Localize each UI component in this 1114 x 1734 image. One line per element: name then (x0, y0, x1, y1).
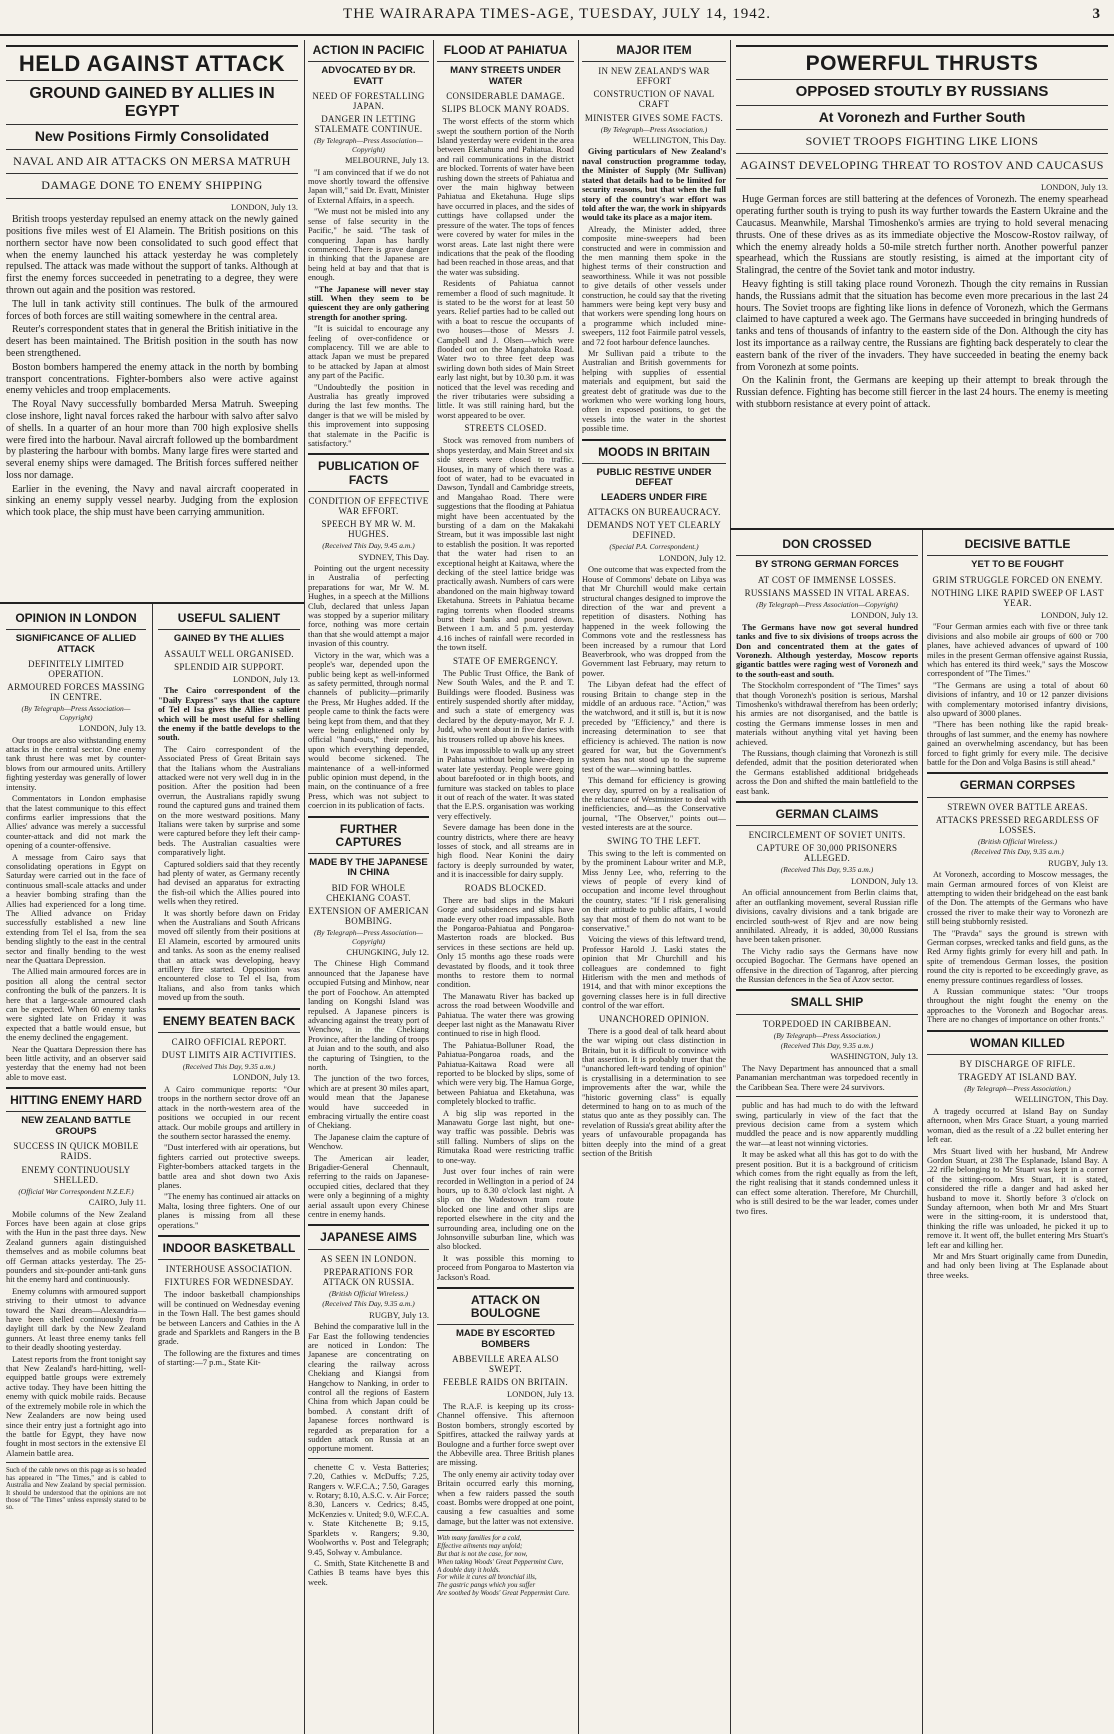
deck: CAIRO OFFICIAL REPORT. (171, 1036, 287, 1047)
credit: (By Telegraph—Press Association.) (773, 1030, 881, 1040)
divider (6, 629, 146, 630)
column-rule (152, 604, 153, 1734)
deck: STREWN OVER BATTLE AREAS. (947, 801, 1088, 812)
paragraph: The Chinese High Command announced that the Japanese have occupied Futsing and Minhow, near the port of Foochow. An attempted landing on Kongshi Island was repulsed. A Japanese pincers is advancing against the treaty port of Wenchow, in the Chekiang Province, after the landing of troops at Juian and to the south, and also the capturing of Tsingtien, to the north. (308, 959, 429, 1072)
dateline: LONDON, July 13. (850, 875, 918, 886)
paragraph: Severe damage has been done in the country districts, where there are heavy losses of stock, and all streams are in high flood. Near Konini the dairy factory is deeply surrounded by water, and it is inaccessible for dairy supply. (437, 823, 574, 880)
credit: (Official War Correspondent N.Z.E.F.) (18, 1186, 134, 1196)
paragraph: Earlier in the evening, the Navy and naval aircraft cooperated in sinking an enemy supply vessel nearby. Judging from the explosion which took place, the ship must have been carrying ammunition. (6, 483, 298, 519)
divider (6, 80, 298, 81)
dateline: WELLINGTON, This Day. (1014, 1094, 1108, 1105)
paragraph: Voicing the views of this leftward trend, Professor Harold J. Laski states the opinion that Mr Churchill and his colleagues are condemned to fight Hitlerism with the men and methods of 1914, and that with minor exceptions the governing classes here is in full directive control of the war effort. (582, 935, 726, 1011)
paragraph: The Stockholm correspondent of "The Times" says that though Voronezh's position is serious, Marshal Timoshenko's withdrawal therefrom has been orderly; his armies are not disorganised, and the battle is costing the Germans immense losses in men and materials without anything vital yet having been achieved. (736, 681, 918, 747)
deck: BY DISCHARGE OF RIFLE. (959, 1058, 1076, 1069)
divider (927, 797, 1108, 798)
divider (927, 1054, 1108, 1055)
deck: DAMAGE DONE TO ENEMY SHIPPING (41, 178, 263, 193)
footnote: Such of the cable news on this page as is so headed has appeared in "The Times," and is cabled to Australia and New Zealand by special permission. It should be understood that the opinions are not those of "The Times" unless expressly stated to be so. (6, 1467, 146, 1512)
divider (308, 816, 429, 818)
deck: CONSIDERABLE DAMAGE. (446, 91, 565, 102)
column-7-lower (927, 534, 1108, 1728)
divider (158, 1259, 300, 1260)
deck: DEMANDS NOT YET CLEARLY DEFINED. (586, 520, 722, 541)
column-rule (578, 40, 579, 1734)
divider (736, 555, 918, 556)
deck: TRAGEDY AT ISLAND BAY. (958, 1071, 1077, 1082)
paragraph: This swing to the left is commented on by the prominent Labour writer and M.P., Miss Jenny Lee, who, referring to the views of people of every kind of occupation and income level throughout the country, states: "If I risk generalising on their attitude to public affairs, I would say that most of them do not want to be conservative." (582, 848, 726, 934)
deck: NOTHING LIKE RAPID SWEEP OF LAST YEAR. (931, 587, 1104, 608)
paragraph: Just over four inches of rain were recorded in Wellington in a period of 24 hours, up to 8.30 o'clock last night. A slip on the Wadestown tram route blocked one line and other slips are reported elsewhere in the city and the surrounding area, including one on the Johnsonville suburban line, which was also blocked. (437, 1167, 574, 1252)
divider (437, 1287, 574, 1289)
column-rule (304, 40, 305, 1734)
headline: INDOOR BASKETBALL (162, 1241, 296, 1256)
paragraph: It was possible this morning to proceed from Pongaroa to Masterton via Jackson's Road. (437, 1253, 574, 1282)
divider (736, 45, 1108, 47)
paragraph: chenette C v. Vesta Batteries; 7.20, Cathies v. McDuffs; 7.25, Rangers v. W.F.C.A.; 7.50, Garages v. Rotary; 8.10, A.S.C. v. Air Force; 8.30, Lancers v. Cedrics; 8.45, McKenzies v. United; 9.0, W.F.C.A. v. State Kitchenette B; 9.15, Sparklets v. Rangers; 9.30, Woolworths v. Post and Telegraph; 9.45, Solway v. Ambulance. (308, 1462, 429, 1557)
paragraph: Victory in the war, which was a people's war, depended upon the public being kept as well-informed as safety permitted, through normal channels of publicity—primarily the Press, Mr Hughes added. If the people came to think the facts were being kept from them, and that they were being enlightened only by official "hand-outs," their morale, upon which everything depended, would become sickened. The maintenance of a well-informed public opinion must depend, in the main, on the continuance of a free Press, which was not subject to coercion in its publication of facts. (308, 650, 429, 811)
deck: DEFINITELY LIMITED OPERATION. (28, 659, 124, 680)
paragraph: The junction of the two forces, which are at present 30 miles apart, would mean that the Japanese would have succeeded in embracing virtually the entire coast of Chekiang. (308, 1074, 429, 1131)
deck: INTERHOUSE ASSOCIATION. (165, 1264, 293, 1275)
paragraph: "I am convinced that if we do not move shortly toward the offensive Japan will," said Dr. Evatt, Minister of External Affairs, in a speech. (308, 167, 429, 205)
received: (Received This Day, 9.35 a.m.) (780, 1041, 874, 1051)
paragraph: Latest reports from the front tonight say that New Zealand's hard-hitting, well-equipped battle groups were extremely active today. They have been hitting the enemy with quick mobile raids. Because of the extremely mobile role in which the New Zealanders are now being used since their entry just a fortnight ago into the battle for Egypt, they have now fought in most sectors in the extensive El Alamein battle area. (6, 1354, 146, 1458)
deck: ARMOURED FORCES MASSING IN CENTRE. (7, 682, 145, 703)
paragraph: A Cairo communique reports: "Our troops in the northern sector drove off an attack in the north-western area of the positions we occupied in our recent attack. Our mobile groups and artillery in the southern sector harassed the enemy. (158, 1084, 300, 1141)
paragraph: "Four German armies each with five or three tank divisions and also mobile air groups of 600 or 700 planes, have achieved advances of upward of 100 miles in the present German offensive against Russia, which has entered its third week," says the Moscow correspondent of "The Times." (927, 622, 1108, 679)
paragraph: One outcome that was expected from the House of Commons' debate on Libya was that Mr Churchill would make certain structural changes designed to improve the direction of the war and prevent a repetition of disasters. Nothing has happened in the week following the Commons vote and the restlessness has been increased by a rumour that Lord Beaverbrook, who was dropped from the Government last February, may return to power. (582, 565, 726, 678)
deck: CONSTRUCTION OF NAVAL CRAFT (593, 89, 715, 110)
ad-line: For while it cures all bronchial ills, (437, 1573, 537, 1582)
deck: ASSAULT WELL ORGANISED. (164, 648, 294, 659)
divider (736, 153, 1108, 154)
headline: JAPANESE AIMS (320, 1230, 417, 1245)
deck: RUSSIANS MASSED IN VITAL AREAS. (744, 587, 910, 598)
paragraph: The indoor basketball championships will be continued on Wednesday evening in the Town Hall. The best games should be between Lancers and Cathies in the A grade and Sparklets and Rangers in the B grade. (158, 1290, 300, 1347)
paragraph: On the Kalinin front, the Germans are keeping up their attempt to break through the Russian defence. Fighting has become still fiercer in the last 24 hours. The enemy is meeting with stubborn resistance at every point of attack. (736, 375, 1108, 410)
paragraph: The Manawatu River has backed up across the road between Woodville and Pahiatua. The water there was growing deeper last night as the Manawatu River continued to rise in high flood. (437, 991, 574, 1039)
deck: AT COST OF IMMENSE LOSSES. (757, 574, 897, 585)
paragraph: "It is suicidal to encourage any feeling of over-confidence or complacency. Till we are able to attack Japan we must be prepared to be attacked by Japan at almost any part of the Pacific. (308, 324, 429, 381)
deck: PREPARATIONS FOR ATTACK ON RUSSIA. (322, 1266, 415, 1287)
paragraph: The Russians, though claiming that Voronezh is still defended, admit that the position deteriorated when the Germans established additional bridgeheads across the Don and shifted the main battlefield to the east bank. (736, 748, 918, 796)
headline: POWERFUL THRUSTS (805, 52, 1039, 75)
divider (6, 1462, 146, 1463)
dateline: WELLINGTON, This Day. (632, 134, 726, 145)
divider (6, 173, 298, 174)
paragraph: Commentators in London emphasise that the latest communique to this effect confirms earlier impressions that the Allies' advance was merely a successful counter-attack and did not mark the opening of a counter-offensive. (6, 794, 146, 851)
credit: (British Official Wireless.) (977, 836, 1058, 846)
dateline: LONDON, July 13. (506, 1389, 574, 1400)
divider (158, 1032, 300, 1033)
deck: At Voronezh and Further South (818, 108, 1026, 125)
dateline: SYDNEY, This Day. (358, 551, 429, 562)
paragraph: Stock was removed from numbers of shops yesterday, and Main Street and six side streets were closed to traffic. Houses, in many of which there was a foot of water, had to be evacuated in Dawson, Tyndall and Cambridge streets, and Mangahao Road. There were suggestions that the flooding at Pahiatua might have been accentuated by the bursting of a dam on the Makakahi Stream, but it was impossible last night to establish the position. It was reported that the water had risen to an exceptional height at Kaitawa, where the decking of the steel lattice bridge was practically awash. Numbers of cars were abandoned on the main highway toward Eketahuna. Streets in Pahiatua became raging torrents when flooded streams burst their banks and poured down. Between 1 a.m. and 5 p.m. yesterday 4.16 inches of rainfall were recorded in the town itself. (437, 436, 574, 653)
credit: (Special P.A. Correspondent.) (609, 542, 699, 552)
deck: SPEECH BY MR W. M. HUGHES. (321, 518, 416, 540)
deck: BID FOR WHOLE CHEKIANG COAST. (326, 882, 411, 903)
divider (736, 105, 1108, 106)
ad-line: With many families for a cold, (437, 1534, 522, 1543)
paragraph: The Royal Navy successfully bombarded Mersa Matruh. Sweeping close inshore, light naval forces raked the harbour with salvo after salvo of shells. In a quarter of an hour more than 700 high explosive shells were fired into the harbour. Naval aircraft followed up the bombardment by plastering the harbour with bombs. Many large fires were started and several enemy ships were damaged. The British forces suffered neither loss nor damage. (6, 399, 298, 481)
paragraph: Near the Quattara Depression there has been little activity, and an observer said yesterday that the enemy had not been able to move east. (6, 1044, 146, 1082)
article-powerful-thrusts (736, 40, 1108, 520)
paragraph: The American air leader, Brigadier-General Chennault, referring to the raids on Japanese-occupied cities, declared that they were only a beginning of a mighty aerial assault upon every Chinese centre in enemy hands. (308, 1153, 429, 1220)
divider (927, 772, 1108, 774)
divider (308, 1224, 429, 1226)
paragraph: The Vichy radio says the Germans have now occupied Bogochar. The Germans have opened an offensive in the direction of Taganrog, after piercing the Russian defences in the Sea of Azov sector. (736, 946, 918, 984)
paragraph: The "Pravda" says the ground is strewn with German corpses, wrecked tanks and field guns, as the Red Army fights grimly for every hill and path. In spite of tremendous German losses, the position round the city is reported to be exceedingly grave, as enemy pressure continues regardless of losses. (927, 928, 1108, 985)
column-rule (922, 530, 923, 1734)
divider (736, 1096, 918, 1097)
headline: ATTACK ON BOULOGNE (470, 1292, 541, 1321)
column-1-lower (6, 608, 146, 1728)
credit: (By Telegraph—Press Association.) (600, 124, 708, 134)
paragraph: Mobile columns of the New Zealand Forces have been again at close grips with the Hun in the past three days. New Zealand gunners again distinguished themselves and as mobile columns beat off German attacks yesterday. The 25-pounders and six-pounder anti-tank guns hit the enemy hard and continuously. (6, 1209, 146, 1285)
divider (736, 801, 918, 803)
deck: ATTACKS PRESSED REGARDLESS OF LOSSES. (935, 814, 1100, 835)
headline: FLOOD AT PAHIATUA (443, 43, 568, 57)
paragraph: C. Smith, State Kitchenette B and Cathies B teams have byes this week. (308, 1558, 429, 1587)
divider (308, 853, 429, 854)
ad-line: But that is not the case, for now, (437, 1549, 528, 1558)
paragraph: At Voronezh, according to Moscow messages, the main German armoured forces of von Kleist are attempting to widen their bridgehead on the east bank of the Don. The attempts of the Germans who have crossed the river to make their way to Voronezh are still being stubbornly resisted. (927, 870, 1108, 927)
divider (6, 124, 298, 125)
paragraph: There is a good deal of talk heard about the war wiping out class distinction in Britain, but it is difficult to convince with that assertion. It is probably truer that the "unanchored left-ward tending of opinion" is crystallising in a determination to see improvements after the war, while the "historic governing class" is equally determined to hang on to as much of the status quo ante as they possibly can. The revelation of Russia's great ability after the years of unfavourable propaganda has bitten deeply into the mind of a great section of the British (582, 1026, 726, 1159)
deck: SOVIET TROOPS FIGHTING LIKE LIONS (805, 133, 1039, 148)
paragraph: Pointing out the urgent necessity in Australia of perfecting preparations for war, Mr W. M. Hughes, in a speech at the Millions Club, declared that unless Japan was stopped by a superior military force, nothing was more certain than that she would attempt a major invasion of this country. (308, 564, 429, 649)
deck: GAINED BY THE ALLIES (173, 633, 285, 645)
divider (582, 463, 726, 464)
deck: FEEBLE RAIDS ON BRITAIN. (443, 1377, 568, 1388)
deck: ADVOCATED BY DR. EVATT (321, 65, 416, 87)
divider (308, 1458, 429, 1459)
headline: FURTHER CAPTURES (335, 821, 402, 849)
deck: YET TO BE FOUGHT (971, 559, 1064, 571)
headline: USEFUL SALIENT (177, 611, 281, 625)
paragraph: Enemy columns with armoured support striving to their utmost to advance toward the Nazi dream—Alexandria—have been shelled continuously from daylight till dark by the New Zealand gunners. At least three enemy tanks fell to their deadly shooting yesterday. (6, 1286, 146, 1353)
paragraph: "There has been nothing like the rapid break-throughs of last summer, and the enemy has nowhere gained an overwhelming ascendancy, but has been forced to fight grimly for every mile. The decisive battle for the Don and Volga Basins is still ahead." (927, 720, 1108, 768)
subhead: UNANCHORED OPINION. (598, 1013, 710, 1024)
subhead: ROADS BLOCKED. (464, 882, 547, 893)
deck: SPLENDID AIR SUPPORT. (174, 661, 284, 672)
paragraph: "Undoubtedly the position in Australia has greatly improved during the last few months. The danger is that we will be misled by this improvement into supposing that stalemate in the Pacific is satisfactory." (308, 382, 429, 449)
paragraph: It may be asked what all this has got to do with the present position. But it is a background of criticism which comes from the right equally as from the left, the right realising that it stands condemned unless it can effect some alteration. Therefore, Mr Churchill, who is still desired to be the war leader, comes under two fires. (736, 1150, 918, 1216)
paragraph: "The Germans are using a total of about 60 divisions of infantry, and 10 or 12 panzer divisions with complementary motorised infantry divisions, also upward of 3000 planes. (927, 680, 1108, 719)
deck: NEW ZEALAND BATTLE GROUPS (21, 1115, 131, 1137)
headline: ACTION IN PACIFIC (312, 43, 425, 57)
divider (437, 1530, 574, 1531)
divider (308, 453, 429, 455)
paragraph: The R.A.F. is keeping up its cross-Channel offensive. This afternoon Boston bombers, strongly escorted by Spitfires, attacked the railway yards at Boulogne and a further force swept over the Abbeville area. Three British planes are missing. (437, 1401, 574, 1468)
paragraph: Reuter's correspondent states that in general the British initiative in the desert has been maintained. The British position in the south has now been strengthened. (6, 324, 298, 359)
headline: MAJOR ITEM (616, 43, 692, 57)
headline: GERMAN CLAIMS (775, 807, 879, 821)
paragraph: Heavy fighting is still taking place round Voronezh. Though the city remains in Russian hands, the Russians admit that the situation has become even more precarious in the last 24 hours. The Soviet troops are fighting like lions in defence of Voronezh, which the Germans claimed to have captured a week ago. The Germans have succeeded in bringing hundreds of tanks and tens of thousands of infantry to the eastern side of the Don. Although the city has lost its importance as a railway centre, the Russians are fighting back desperately to clear the eastern bank of the river of the invaders. They have succeeded in beating the enemy back from Voronezh at some points. (736, 278, 1108, 373)
subhead: STREETS CLOSED. (464, 423, 547, 434)
paragraph: "The enemy has continued air attacks on Malta, losing three fighters. One of our planes is missing from all these operations." (158, 1192, 300, 1230)
credit: (By Telegraph—Press Association—Copyright) (314, 136, 423, 154)
paragraph: The following are the fixtures and times of starting:—7 p.m., State Kit- (158, 1348, 300, 1368)
subhead: SWING TO THE LEFT. (607, 835, 701, 846)
divider (308, 61, 429, 62)
deck: MADE BY ESCORTED BOMBERS (455, 1328, 556, 1350)
deck: ENEMY CONTINUOUSLY SHELLED. (21, 1164, 131, 1185)
divider (6, 198, 298, 199)
masthead (0, 0, 1114, 36)
headline: DON CROSSED (782, 537, 872, 551)
paragraph: It was impossible to walk up any street in Pahiatua without being knee-deep in water late yesterday. People were going about barefooted or in thigh boots, and furniture was stacked on tables to place it out of reach of the water. It was stated that the E.P.S. organisation was working very effectively. (437, 745, 574, 821)
headline: GERMAN CORPSES (959, 778, 1076, 793)
deck: ATTACKS ON BUREAUCRACY. (587, 507, 721, 518)
deck: BY STRONG GERMAN FORCES (755, 559, 899, 571)
divider (736, 989, 918, 991)
subhead: STATE OF EMERGENCY. (452, 655, 559, 666)
received: (Received This Day, 9.35 a.m.) (182, 1062, 276, 1072)
paragraph: Giving particulars of New Zealand's naval construction programme today, the Minister of Supply (Mr Sullivan) stated that details had to be limited for security reasons, but that when the full story of the country's war effort was told after the war, the work in shipyards would take its place as a major item. (582, 147, 726, 223)
deck: ABBEVILLE AREA ALSO SWEPT. (452, 1354, 559, 1375)
ad-line: When taking Woods' Great Peppermint Cure, (437, 1557, 564, 1566)
paragraph: A big slip was reported in the Manawatu Gorge last night, but one-way traffic was possible. Debris was still falling. Numbers of slips on the Rimutaka Road were restricting traffic to one-way. (437, 1108, 574, 1165)
paragraph: There are bad slips in the Makuri Gorge and subsidences and slips have made every other road impassable. Both the Pongaroa-Pahiatua and Pongaroa-Masterton roads are blocked. Bus services in these sections are held up. Only 15 months ago these roads were devastated by floods, and it took three months to restore them to normal condition. (437, 895, 574, 990)
divider (582, 61, 726, 62)
paragraph: The worst effects of the storm which swept the southern portion of the North Island yesterday were evident in the area between Eketahuna and Pahiatua. Road and rail communications in the district are blocked. Torrents of water have been rushing down the streets of Pahiatua and over the main highway between Pahiatua and Eketahuna. Huge slips have occurred in places, and the sides of cuttings have collapsed under the pressure of the water. The tops of fences were covered by water for miles in the worst areas. Late last night there were indications that the peak of the flooding had been reached in those areas, and that the water was subsiding. (437, 117, 574, 277)
column-rule (730, 40, 731, 1734)
deck: TORPEDOED IN CARIBBEAN. (762, 1018, 892, 1029)
credit: (British Official Wireless.) (328, 1288, 409, 1298)
headline: WOMAN KILLED (970, 1035, 1065, 1050)
paragraph: The Germans have now got several hundred tanks and five to six divisions of troops across the Don and concentrated them at the gates of Voronezh. Although yesterday, Moscow reports gigantic battles were raging west of Voronezh and to the south-east and south. (736, 622, 918, 679)
paragraph: British troops yesterday repulsed an enemy attack on the newly gained positions five miles west of El Alamein. The British positions on this northern sector have now been consolidated to such good effect that when the enemy launched his attack yesterday he was completely repulsed. The attack was made without the support of tanks. Although at first the enemy forces succeeded in penetrating to a degree, they were thrown out again and the position was restored. (6, 214, 298, 296)
deck: SLIPS BLOCK MANY ROADS. (441, 104, 570, 115)
dateline: WASHINGTON, July 13. (830, 1051, 918, 1062)
deck: AS SEEN IN LONDON. (320, 1253, 417, 1264)
paragraph: The Public Trust Office, the Bank of New South Wales, and the P. and T. Buildings were flooded. Business was entirely suspended shortly after midday, and such a state of emergency was declared by the deputy-mayor, Mr F. J. Judd, who went about in five daries with his trousers rolled up above his knees. (437, 668, 574, 744)
divider (437, 61, 574, 62)
paragraph: A tragedy occurred at Island Bay on Sunday afternoon, when Mrs Grace Stuart, a young married woman, died as the result of a .22 bullet entering her left ear. (927, 1106, 1108, 1145)
advertisement (437, 1535, 574, 1598)
deck: SIGNIFICANCE OF ALLIED ATTACK (15, 633, 137, 655)
received: (Received This Day, 9.35 a.m.) (971, 847, 1064, 857)
dateline: MELBOURNE, July 13. (344, 155, 429, 166)
deck: AGAINST DEVELOPING THREAT TO ROSTOV AND CAUCASUS (740, 158, 1104, 173)
deck: CONDITION OF EFFECTIVE WAR EFFORT. (308, 495, 429, 516)
divider (736, 79, 1108, 80)
divider (6, 1111, 146, 1112)
deck: LEADERS UNDER FIRE (600, 491, 708, 503)
received: (Received This Day, 9.35 a.m.) (322, 1299, 415, 1309)
dateline: LONDON, July 13. (850, 610, 918, 621)
dateline: RUGBY, July 13. (369, 1309, 429, 1320)
headline: ENEMY BEATEN BACK (162, 1013, 296, 1028)
divider (6, 45, 298, 47)
paragraph: public and has had much to do with the leftward swing, particularly in view of the fact that the previous decision came from a system which muddled the peace and is now apparently muddling the war—at least not winning victories. (736, 1101, 918, 1148)
ad-line: Are soothed by Woods' Great Peppermint Cure. (437, 1589, 570, 1598)
divider (582, 439, 726, 441)
headline: MOODS IN BRITAIN (598, 444, 710, 459)
headline: SMALL SHIP (790, 995, 864, 1010)
divider (736, 129, 1108, 130)
dateline: LONDON, July 13. (1040, 181, 1108, 192)
dateline: LONDON, July 12. (1040, 609, 1108, 620)
paragraph: A message from Cairo says that consolidating operations in Egypt on Saturday were carried out in the face of continuous small-scale attacks and under a heavier bombing strafing than the Allies had experienced for a long time. The Allied advance on Friday successfully established a new line extending from Tel el Isa, from the sea bending slightly to the east in the central sector and finally bending to the west near the Quattara Depression. (6, 852, 146, 966)
paragraph: Mr and Mrs Stuart originally came from Dunedin, and had only been living at The Esplanade about three weeks. (927, 1252, 1108, 1280)
paragraph: Boston bombers hampered the enemy attack in the north by bombing transport concentrations. Fighter-bombers also were active against enemy vehicles and troop emplacements. (6, 361, 298, 397)
page-number: 3 (1092, 6, 1100, 22)
paragraph: Mr Sullivan paid a tribute to the Australian and British governments for helping with supplies of essential materials and equipment, but said the greatest debt of gratitude was due to the workmen who were working long hours, often in exposed positions, to get the vessels into the water in the shortest possible time. (582, 349, 726, 434)
paragraph: An official announcement from Berlin claims that, after an outflanking movement, several Russian rifle divisions, cavalry divisions and a tank brigade are encircled south-west of Rjev and are now being annihilated. Already, it is added, 30,000 Russians have been taken prisoner. (736, 888, 918, 945)
dateline: CHUNGKING, July 12. (346, 946, 429, 957)
article-held-against-attack (6, 40, 298, 600)
headline: DECISIVE BATTLE (964, 537, 1071, 551)
divider (6, 1087, 146, 1089)
headline: OPINION IN LONDON (15, 611, 137, 625)
headline: PUBLICATION OF FACTS (317, 459, 420, 487)
paragraph: The Libyan defeat had the effect of rousing Britain to change step in the middle of an arduous race. "Action," was the watchword, and it still is, but it is now preceded by "Efficiency," and there is increasing determination to see that efficiency is achieved. The nation is now geared for war, but the Government's system has not stood up to the supreme test of the war—winning battles. (582, 680, 726, 774)
paragraph: Huge German forces are still battering at the defences of Voronezh. The enemy spearhead operating further south is trying to push its way further towards the Eastern Ukraine and the Caucasus. Meanwhile, Marshal Timoshenko's armies are trying to hold several menacing thrusts. One of these drives as as its immediate objective the Moscow-Rostov railway, of which the enemy already holds a 50-mile stretch further north. Another powerful panzer spearhead, which the Russians are stoutly resisting, is aimed at the important city of Stalingrad, the centre of the Soviet tank and motor industry. (736, 194, 1108, 277)
masthead-title: THE WAIRARAPA TIMES-AGE, TUESDAY, JULY 14, 1942. (343, 6, 771, 22)
deck: NEED OF FORESTALLING JAPAN. (312, 91, 425, 112)
paragraph: Residents of Pahiatua cannot remember a flood of such magnitude. It is stated to be the worst for at least 50 years. Relief parties had to be called out with a boat to rescue the occupants of two houses—those of Messrs J. Campbell and J. Olsen—which were flooded out on the Mangahatoka Road. Water two to three feet deep was swirling down both sides of Main Street early last night, but by 10.30 p.m. it was noticed that the level was receding and the river tributaries were subsiding a little. It was still raining hard, but the worst appeared to be over. (437, 279, 574, 420)
column-5 (582, 40, 726, 1730)
column-rule (433, 40, 434, 1734)
paragraph: Already, the Minister added, three composite mine-sweepers had been constructed and were in commission and the men manning them spoke in the highest terms of their construction and seaworthiness. While it was not possible to give details of other vessels under construction, he could say that the riveting hammers were being kept very busy and that workers were spending long hours on a programme which included mine-sweepers, 112 foot Fairmile patrol vessels, and 72 foot harbour defence launches. (582, 224, 726, 347)
deck: SUCCESS IN QUICK MOBILE RAIDS. (13, 1141, 139, 1162)
headline: HELD AGAINST ATTACK (18, 51, 286, 76)
deck: OPPOSED STOUTLY BY RUSSIANS (795, 83, 1049, 101)
paragraph: "Dust interfered with air operations, but fighters carried out protective sweeps. Fighter-bombers attacked targets in the battle area and shot down two Axis planes. (158, 1143, 300, 1191)
paragraph: The lull in tank activity still continues. The bulk of the armoured forces of both forces are still waiting somewhere in the central area. (6, 298, 298, 322)
deck: MINISTER GIVES SOME FACTS. (584, 112, 724, 123)
deck: GRIM STRUGGLE FORCED ON ENEMY. (932, 574, 1103, 585)
paragraph: The Allied main armoured forces are in position all along the central sector confronting the bulk of the panzers. It is here that a large-scale armoured clash can be expected. When 60 enemy tanks were sighted late on Friday it was expected that a battle would ensue, but the enemy declined the engagement. (6, 967, 146, 1043)
paragraph: The Navy Department has announced that a small Panamanian merchantman was torpedoed recently in the Caribbean Sea. There were 24 survivors. (736, 1063, 918, 1092)
divider (158, 1235, 300, 1237)
column-4 (437, 40, 574, 1730)
dateline: CAIRO, July 11. (88, 1197, 146, 1208)
ad-line: The gastric pangs which you suffer (437, 1581, 536, 1590)
deck: MANY STREETS UNDER WATER (450, 65, 561, 87)
headline: HITTING ENEMY HARD (10, 1093, 142, 1108)
paragraph: Our troops are also withstanding enemy attacks in the central sector. One enemy tank thrust here was met by counter-blows from our armoured units. Artillery fighting yesterday was generally of lower intensity. (6, 735, 146, 792)
deck: MADE BY THE JAPANESE IN CHINA (309, 856, 428, 879)
paragraph: The only enemy air activity today over Britain occurred early this morning, when a few raiders passed the south coast. Bombs were dropped at one point, causing a few casualties and some damage, but the latter was not extensive. (437, 1469, 574, 1526)
paragraph: The Cairo correspondent of the "Daily Express" says that the capture of Tel el Isa gives the Allies a salient which will be most useful for shelling the enemy if the battle develops to the south. (158, 686, 300, 743)
divider (927, 555, 1108, 556)
paragraph: Mrs Stuart lived with her husband, Mr Andrew Gordon Stuart, at 238 The Esplanade, Island Bay. A .22 rifle belonging to Mr Stuart was kept in a corner of the sitting-room. Mrs Stuart, it is stated, considered the rifle a danger and had asked her husband to move it. Shortly before 3 o'clock on Sunday afternoon, when both Mr and Mrs Stuart were in the sitting-room, it is understood that, thinking the rifle was unloaded, he picked it up to remove it. It went off, the bullet entering Mrs Stuart's left ear and killing her. (927, 1146, 1108, 1250)
dateline: RUGBY, July 13. (1048, 857, 1108, 868)
dateline: LONDON, July 13. (78, 723, 146, 734)
credit: (By Telegraph—Press Association—Copyright) (314, 928, 423, 946)
divider (158, 1008, 300, 1010)
column-2-lower (158, 608, 300, 1728)
divider (927, 1030, 1108, 1032)
divider (6, 149, 298, 150)
deck: NAVAL AND AIR ATTACKS ON MERSA MATRUH (13, 153, 291, 168)
ad-line: A double duty it holds. (437, 1565, 501, 1574)
paragraph: The Japanese claim the capture of Wenchow. (308, 1132, 429, 1152)
divider (736, 178, 1108, 179)
paragraph: Captured soldiers said that they recently had plenty of water, as Germany recently had devised an apparatus for extracting the fish-oil which the Allies poured into wells when they retired. (158, 859, 300, 907)
paragraph: The Pahiatua-Bolluner Road, the Pahiatua-Pongaroa roads, and the Pahiatua-Kaitawa Road were all reported to be blocked by slips, some of which were very big. The Hamua Gorge, between Pahiatua and Eketahuna, was completely blocked to traffic. (437, 1040, 574, 1107)
paragraph: "The Japanese will never stay still. When they seem to be quiescent they are only gathering strength for another spring. (308, 284, 429, 322)
deck: GROUND GAINED BY ALLIES IN EGYPT (29, 85, 275, 120)
credit: (By Telegraph—Press Association—Copyright) (756, 599, 898, 609)
deck: DANGER IN LETTING STALEMATE CONTINUE. (314, 114, 423, 135)
received: (Received This Day, 9.35 a.m.) (780, 865, 874, 875)
divider (736, 825, 918, 826)
received: (Received This Day, 9.45 a.m.) (322, 541, 415, 551)
dateline: LONDON, July 13. (232, 1072, 300, 1083)
paragraph: This demand for efficiency is growing every day, spurred on by a realisation of the reluctance of Westminster to deal with inefficiencies, and—as the Conservative journal, "The Observer," points out—vested interests are at the source. (582, 776, 726, 833)
column-3 (308, 40, 429, 1730)
deck: DUST LIMITS AIR ACTIVITIES. (161, 1049, 297, 1060)
column-6-lower (736, 534, 918, 1728)
divider (437, 1324, 574, 1325)
deck: EXTENSION OF AMERICAN BOMBING. (308, 906, 429, 927)
deck: New Positions Firmly Consolidated (34, 128, 270, 145)
ad-line: Effective ailments may unfold; (437, 1542, 523, 1551)
divider (308, 491, 429, 492)
deck: ENCIRCLEMENT OF SOVIET UNITS. (748, 830, 906, 841)
paragraph: "We must not be misled into any sense of false security in the Pacific," he said. "The task of conquering Japan has hardly commenced. There is grave danger in thinking that the Japanese are being held at bay and that that is enough. (308, 207, 429, 283)
paragraph: Behind the comparative lull in the Far East the following tendencies are noticed in London: The Japanese are concentrating on clearing the railway across Chekiang and Kiangsi from Hangchow to Nanking, in order to control all the regions of Eastern China from which Japan could be bombed. A constant drift of Japanese forces northward is regarded as preparation for a sudden attack on Russia at an opportune moment. (308, 1322, 429, 1454)
deck: PUBLIC RESTIVE UNDER DEFEAT (596, 466, 712, 489)
paragraph: It was shortly before dawn on Friday when the Australians and South Africans moved off silently from their positions at El Alamein, escorted by armoured units and tanks. As soon as the enemy realised that an attack was developing, heavy artillery fire started. Opposition was encountered close to Tel el Isa, from Italians, and also from tanks which moved up from the south. (158, 908, 300, 1003)
credit: (By Telegraph—Press Association.) (964, 1084, 1071, 1094)
dateline: LONDON, July 13. (230, 201, 298, 212)
deck: FIXTURES FOR WEDNESDAY. (164, 1277, 294, 1288)
divider (736, 1014, 918, 1015)
deck: IN NEW ZEALAND'S WAR EFFORT (598, 66, 710, 87)
dateline: LONDON, July 12. (658, 552, 726, 563)
deck: CAPTURE OF 30,000 PRISONERS ALLEGED. (756, 843, 898, 864)
paragraph: A Russian communique states: "Our troops throughout the night fought the enemy on the approaches to the Voronezh and Bogochar areas. There are no changes of importance on other fronts." (927, 987, 1108, 1025)
credit: (By Telegraph—Press Association—Copyright) (21, 704, 131, 722)
divider (308, 1249, 429, 1250)
dateline: LONDON, July 13. (232, 673, 300, 684)
paragraph: The Cairo correspondent of the Associated Press of Great Britain says that the Italians whom the Australians attacked were not very well dug in in the position. After the position had been overrun, the Australians rapidly swung round the captured guns and trained them on the more westward positions. Many Italians were taken by surprise and some were captured before they left their camp-beds. The Australian casualties were comparatively light. (158, 744, 300, 858)
divider (158, 629, 300, 630)
